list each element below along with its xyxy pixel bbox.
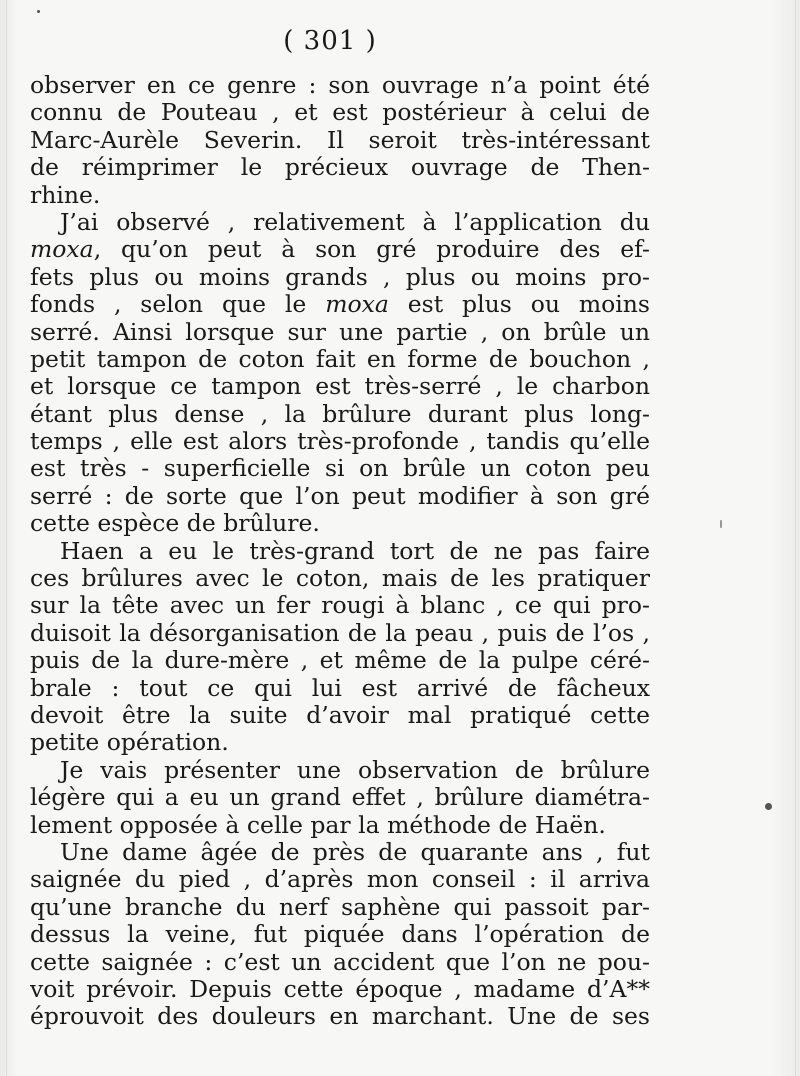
- text-line: sur la tête avec un fer rougi à blanc , ce qui pro-: [30, 591, 650, 620]
- text-line: observer en ce genre : son ouvrage n’a point été: [30, 71, 650, 99]
- paragraph-start: Je vais présenter une observation de brûlure: [60, 755, 650, 784]
- page-mark: [720, 520, 722, 528]
- paragraph-start: J’ai observé , relativement à l’application du: [60, 207, 650, 236]
- text-line: ces brûlures avec le coton, mais de les pratiquer: [30, 564, 650, 593]
- text-line: Marc-Aurèle Severin. Il seroit très-intéressant: [30, 125, 650, 154]
- text-line: petite opération.: [30, 728, 229, 757]
- ink-speck: [37, 10, 40, 13]
- text-line: devoit être la suite d’avoir mal pratiqué cette: [30, 700, 650, 729]
- text-line: brale : tout ce qui lui est arrivé de fâcheux: [30, 673, 650, 702]
- italic-term: moxa: [325, 290, 389, 319]
- text-line: fonds , selon que le moxa est plus ou moins: [30, 290, 650, 319]
- text-line: rhine.: [30, 180, 101, 209]
- text-line: saignée du pied , d’après mon conseil : il arriva: [30, 865, 650, 894]
- paragraph-start: Haen a eu le très-grand tort de ne pas faire: [60, 536, 650, 565]
- text-line: dessus la veine, fut piquée dans l’opération de: [30, 920, 650, 949]
- text-line: légère qui a eu un grand effet , brûlure diamétra-: [30, 783, 650, 812]
- text-line: connu de Pouteau , et est postérieur à celui de: [30, 98, 650, 127]
- text-line: éprouvoit des douleurs en marchant. Une de ses: [30, 1002, 650, 1031]
- text-line: serré. Ainsi lorsque sur une partie , on brûle un: [30, 317, 650, 346]
- text-line: serré : de sorte que l’on peut modifier à son gré: [30, 481, 650, 510]
- page-number: ( 301 ): [283, 26, 377, 56]
- text-line: qu’une branche du nerf saphène qui passoit par-: [30, 892, 650, 921]
- text-line: petit tampon de coton fait en forme de bouchon ,: [30, 344, 650, 373]
- ink-speck: [765, 803, 772, 810]
- page-edge-shadow-right: [795, 0, 796, 1076]
- text-line: lement opposée à celle par la méthode de Haën.: [30, 810, 606, 839]
- text-line: temps , elle est alors très-profonde , tandis qu’elle: [30, 427, 650, 456]
- text-line: duisoit la désorganisation de la peau , puis de l’os ,: [30, 618, 650, 647]
- body-text: [30, 72, 650, 1031]
- italic-term: moxa: [30, 235, 94, 264]
- text-line: puis de la dure-mère , et même de la pulpe céré-: [30, 646, 650, 675]
- page-edge-shadow: [6, 0, 7, 1076]
- text-line: cette espèce de brûlure.: [30, 509, 320, 538]
- text-line: fets plus ou moins grands , plus ou moins pro-: [30, 262, 650, 291]
- paragraph-start: Une dame âgée de près de quarante ans , fut: [60, 837, 650, 866]
- text-line: voit prévoir. Depuis cette époque , madame d’A**: [30, 974, 650, 1003]
- text-line: est très - superficielle si on brûle un coton peu: [30, 454, 650, 483]
- text-line: de réimprimer le précieux ouvrage de Then-: [30, 153, 650, 182]
- text-line: moxa, qu’on peut à son gré produire des ef-: [30, 235, 650, 264]
- text-line: cette saignée : c’est un accident que l’on ne pou-: [30, 947, 650, 976]
- text-line: et lorsque ce tampon est très-serré , le charbon: [30, 372, 650, 401]
- text-line: étant plus dense , la brûlure durant plus long-: [30, 399, 650, 428]
